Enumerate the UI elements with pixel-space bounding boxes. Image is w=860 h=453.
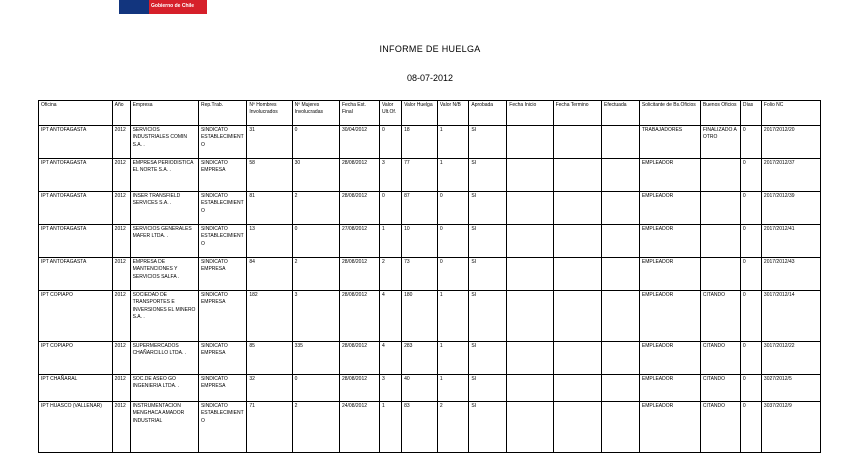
table-cell: [601, 402, 639, 453]
table-cell: 2017/2012/20: [761, 126, 820, 159]
table-cell: 2017/2012/37: [761, 159, 820, 192]
table-cell: 27/08/2012: [339, 225, 379, 258]
table-cell: [601, 225, 639, 258]
table-body: [39, 126, 821, 453]
table-cell: 0: [292, 225, 339, 258]
table-cell: 84: [247, 258, 292, 291]
table-cell: 3: [292, 291, 339, 342]
table-row: [39, 342, 821, 375]
table-cell: 28/08/2012: [339, 258, 379, 291]
table-cell: FINALIZADO A OTRO: [700, 126, 740, 159]
table-cell: 0: [740, 402, 761, 453]
table-cell: 1: [437, 375, 469, 402]
table-cell: [507, 375, 553, 402]
table-cell: [700, 225, 740, 258]
table-cell: 1: [437, 126, 469, 159]
table-cell: 0: [379, 192, 401, 225]
table-cell: [553, 375, 601, 402]
table-cell: 3: [379, 375, 401, 402]
column-header: Fecha Inicio: [507, 101, 553, 126]
table-cell: 0: [292, 375, 339, 402]
table-cell: 1: [437, 159, 469, 192]
table-cell: EMPLEADOR: [639, 258, 700, 291]
column-header: Folio NC: [761, 101, 820, 126]
table-cell: [700, 258, 740, 291]
table-cell: EMPLEADOR: [639, 291, 700, 342]
table-cell: [507, 192, 553, 225]
table-cell: IPT COPIAPO: [39, 342, 113, 375]
table-cell: 1: [437, 342, 469, 375]
column-header: Fecha Est. Final: [339, 101, 379, 126]
table-cell: IPT ANTOFAGASTA: [39, 225, 113, 258]
table-cell: CITANDO: [700, 375, 740, 402]
table-cell: EMPLEADOR: [639, 225, 700, 258]
table-cell: [601, 159, 639, 192]
column-header: Rep.Trab.: [198, 101, 246, 126]
table-cell: [507, 342, 553, 375]
column-header: Nº Mujeres Involucradas: [292, 101, 339, 126]
table-cell: 2012: [112, 126, 130, 159]
table-cell: 3017/2012/14: [761, 291, 820, 342]
column-header: Solicitante de Bs.Oficios: [639, 101, 700, 126]
table-cell: 40: [402, 375, 438, 402]
table-cell: INSER TRANSFIELD SERVICES S.A. .: [130, 192, 198, 225]
column-header: Aprobada: [469, 101, 507, 126]
table-cell: EMPLEADOR: [639, 402, 700, 453]
column-header: Nº Hombres Involucrados: [247, 101, 292, 126]
gobierno-de-chile-logo: [119, 0, 207, 14]
table-cell: [507, 258, 553, 291]
table-cell: SOCIEDAD DE TRANSPORTES E INVERSIONES EL MINERO S.A. .: [130, 291, 198, 342]
column-header: Buenos Oficios: [700, 101, 740, 126]
table-cell: 0: [740, 258, 761, 291]
table-cell: 73: [402, 258, 438, 291]
strike-report-table: [38, 100, 821, 453]
table-cell: [507, 126, 553, 159]
table-header-row: [39, 101, 821, 126]
table-cell: 283: [402, 342, 438, 375]
table-cell: [700, 159, 740, 192]
table-cell: 30: [292, 159, 339, 192]
column-header: Oficina: [39, 101, 113, 126]
column-header: Fecha Termino: [553, 101, 601, 126]
table-cell: 83: [402, 402, 438, 453]
table-cell: SOC.DE ASEO GO INGENIERIA LTDA. .: [130, 375, 198, 402]
table-cell: EMPLEADOR: [639, 375, 700, 402]
table-cell: 31: [247, 126, 292, 159]
table-cell: TRABAJADORES: [639, 126, 700, 159]
table-cell: 3: [379, 159, 401, 192]
table-cell: [601, 258, 639, 291]
table-cell: 0: [740, 375, 761, 402]
table-cell: SI: [469, 126, 507, 159]
table-cell: 18: [402, 126, 438, 159]
table-cell: 2012: [112, 225, 130, 258]
table-cell: [507, 402, 553, 453]
logo-blue-block: [119, 0, 149, 14]
table-cell: [553, 258, 601, 291]
table-row: [39, 258, 821, 291]
table-cell: SI: [469, 402, 507, 453]
table-cell: CITANDO: [700, 291, 740, 342]
table-cell: CITANDO: [700, 342, 740, 375]
table-cell: 2012: [112, 291, 130, 342]
table-cell: SINDICATO EMPRESA: [198, 258, 246, 291]
table-cell: [601, 342, 639, 375]
column-header: Empresa: [130, 101, 198, 126]
table-cell: SERVICIOS INDUSTRIALES COMIN S.A. .: [130, 126, 198, 159]
table-cell: SI: [469, 159, 507, 192]
table-cell: [601, 375, 639, 402]
table-cell: [553, 225, 601, 258]
table-cell: 2012: [112, 159, 130, 192]
table-cell: CITANDO: [700, 402, 740, 453]
column-header: Valor Ult.Of.: [379, 101, 401, 126]
table-cell: 28/08/2012: [339, 342, 379, 375]
table-cell: SI: [469, 342, 507, 375]
table-cell: 0: [740, 225, 761, 258]
table-cell: 0: [437, 192, 469, 225]
table-cell: SI: [469, 225, 507, 258]
table-cell: [700, 192, 740, 225]
table-cell: IPT CHAÑARAL: [39, 375, 113, 402]
table-cell: 0: [740, 342, 761, 375]
table-cell: IPT ANTOFAGASTA: [39, 159, 113, 192]
table-row: [39, 402, 821, 453]
table-cell: [601, 192, 639, 225]
table-cell: 71: [247, 402, 292, 453]
table-cell: SINDICATO EMPRESA: [198, 375, 246, 402]
table-cell: 58: [247, 159, 292, 192]
table-cell: 3027/2012/5: [761, 375, 820, 402]
table-cell: SI: [469, 291, 507, 342]
table-cell: 81: [247, 192, 292, 225]
table-cell: [553, 402, 601, 453]
column-header: Efectuada: [601, 101, 639, 126]
table-cell: SI: [469, 375, 507, 402]
table-cell: 87: [402, 192, 438, 225]
table-cell: SINDICATO ESTABLECIMIENTO: [198, 402, 246, 453]
table-cell: 28/08/2012: [339, 291, 379, 342]
table-cell: 0: [379, 126, 401, 159]
table-cell: 2012: [112, 402, 130, 453]
table-cell: 0: [740, 192, 761, 225]
table-cell: 180: [402, 291, 438, 342]
table-cell: 2012: [112, 258, 130, 291]
column-header: Año: [112, 101, 130, 126]
table-cell: [507, 291, 553, 342]
table-cell: 32: [247, 375, 292, 402]
table-cell: EMPLEADOR: [639, 192, 700, 225]
table-row: [39, 291, 821, 342]
table-cell: 2: [292, 402, 339, 453]
table-cell: 2: [379, 258, 401, 291]
column-header: Días: [740, 101, 761, 126]
table-cell: EMPRESA PERIODISTICA EL NORTE S.A. .: [130, 159, 198, 192]
table-cell: SINDICATO ESTABLECIMIENTO: [198, 225, 246, 258]
table-cell: [507, 159, 553, 192]
table-cell: 2: [292, 192, 339, 225]
table-cell: IPT ANTOFAGASTA: [39, 192, 113, 225]
table-cell: SINDICATO ESTABLECIMIENTO: [198, 192, 246, 225]
table-cell: IPT ANTOFAGASTA: [39, 258, 113, 291]
report-title: INFORME DE HUELGA: [379, 44, 481, 54]
table-cell: 85: [247, 342, 292, 375]
table-cell: IPT COPIAPO: [39, 291, 113, 342]
table-cell: SI: [469, 258, 507, 291]
table-cell: 0: [740, 126, 761, 159]
table-cell: 28/08/2012: [339, 375, 379, 402]
table-cell: 77: [402, 159, 438, 192]
table-cell: [553, 126, 601, 159]
table-cell: 2012: [112, 375, 130, 402]
table-cell: [553, 192, 601, 225]
table-cell: [601, 291, 639, 342]
table-cell: 4: [379, 342, 401, 375]
table-cell: 1: [379, 225, 401, 258]
table-cell: 0: [437, 258, 469, 291]
table-cell: INSTRUMENTACION MENGHACA AMADOR INDUSTRIAL: [130, 402, 198, 453]
table-cell: EMPLEADOR: [639, 159, 700, 192]
table-cell: 2017/2012/43: [761, 258, 820, 291]
table-cell: EMPLEADOR: [639, 342, 700, 375]
table-cell: 335: [292, 342, 339, 375]
table-row: [39, 192, 821, 225]
table-row: [39, 225, 821, 258]
table-cell: SINDICATO EMPRESA: [198, 291, 246, 342]
table-cell: 0: [437, 225, 469, 258]
table-cell: 2012: [112, 342, 130, 375]
table-cell: 2017/2012/41: [761, 225, 820, 258]
table-cell: 2012: [112, 192, 130, 225]
table-cell: IPT HUASCO (VALLENAR): [39, 402, 113, 453]
table-cell: [553, 159, 601, 192]
table-cell: EMPRESA DE MANTENCIONES Y SERVICIOS SALFA .: [130, 258, 198, 291]
table-cell: [553, 291, 601, 342]
table-cell: 1: [379, 402, 401, 453]
table-row: [39, 126, 821, 159]
table-cell: SUPERMERCADOS CHAÑARCILLO LTDA. .: [130, 342, 198, 375]
table-cell: 0: [740, 159, 761, 192]
table-cell: 3017/2012/22: [761, 342, 820, 375]
table-cell: 28/08/2012: [339, 192, 379, 225]
table-cell: 182: [247, 291, 292, 342]
table-cell: IPT ANTOFAGASTA: [39, 126, 113, 159]
table-cell: 24/08/2012: [339, 402, 379, 453]
table-cell: 2: [437, 402, 469, 453]
table-cell: 1: [437, 291, 469, 342]
report-date: 08-07-2012: [406, 73, 454, 83]
table-cell: [553, 342, 601, 375]
column-header: Valor N/B: [437, 101, 469, 126]
table-cell: 0: [292, 126, 339, 159]
table-cell: 2: [292, 258, 339, 291]
table-cell: SERVICIOS GENERALES MAFER LTDA. .: [130, 225, 198, 258]
table-cell: 3037/2012/9: [761, 402, 820, 453]
table-cell: 4: [379, 291, 401, 342]
table-cell: 30/04/2012: [339, 126, 379, 159]
table-cell: 28/08/2012: [339, 159, 379, 192]
table-cell: 2017/2012/39: [761, 192, 820, 225]
column-header: Valor Huelga: [402, 101, 438, 126]
table-cell: [601, 126, 639, 159]
table-cell: SINDICATO EMPRESA: [198, 342, 246, 375]
table-cell: 13: [247, 225, 292, 258]
table-cell: [507, 225, 553, 258]
table-cell: SI: [469, 192, 507, 225]
table-cell: SINDICATO ESTABLECIMIENTO: [198, 126, 246, 159]
table-row: [39, 159, 821, 192]
table-cell: SINDICATO EMPRESA: [198, 159, 246, 192]
table-row: [39, 375, 821, 402]
table-cell: 0: [740, 291, 761, 342]
table-cell: 10: [402, 225, 438, 258]
logo-text: Gobierno de Chile: [151, 3, 195, 9]
